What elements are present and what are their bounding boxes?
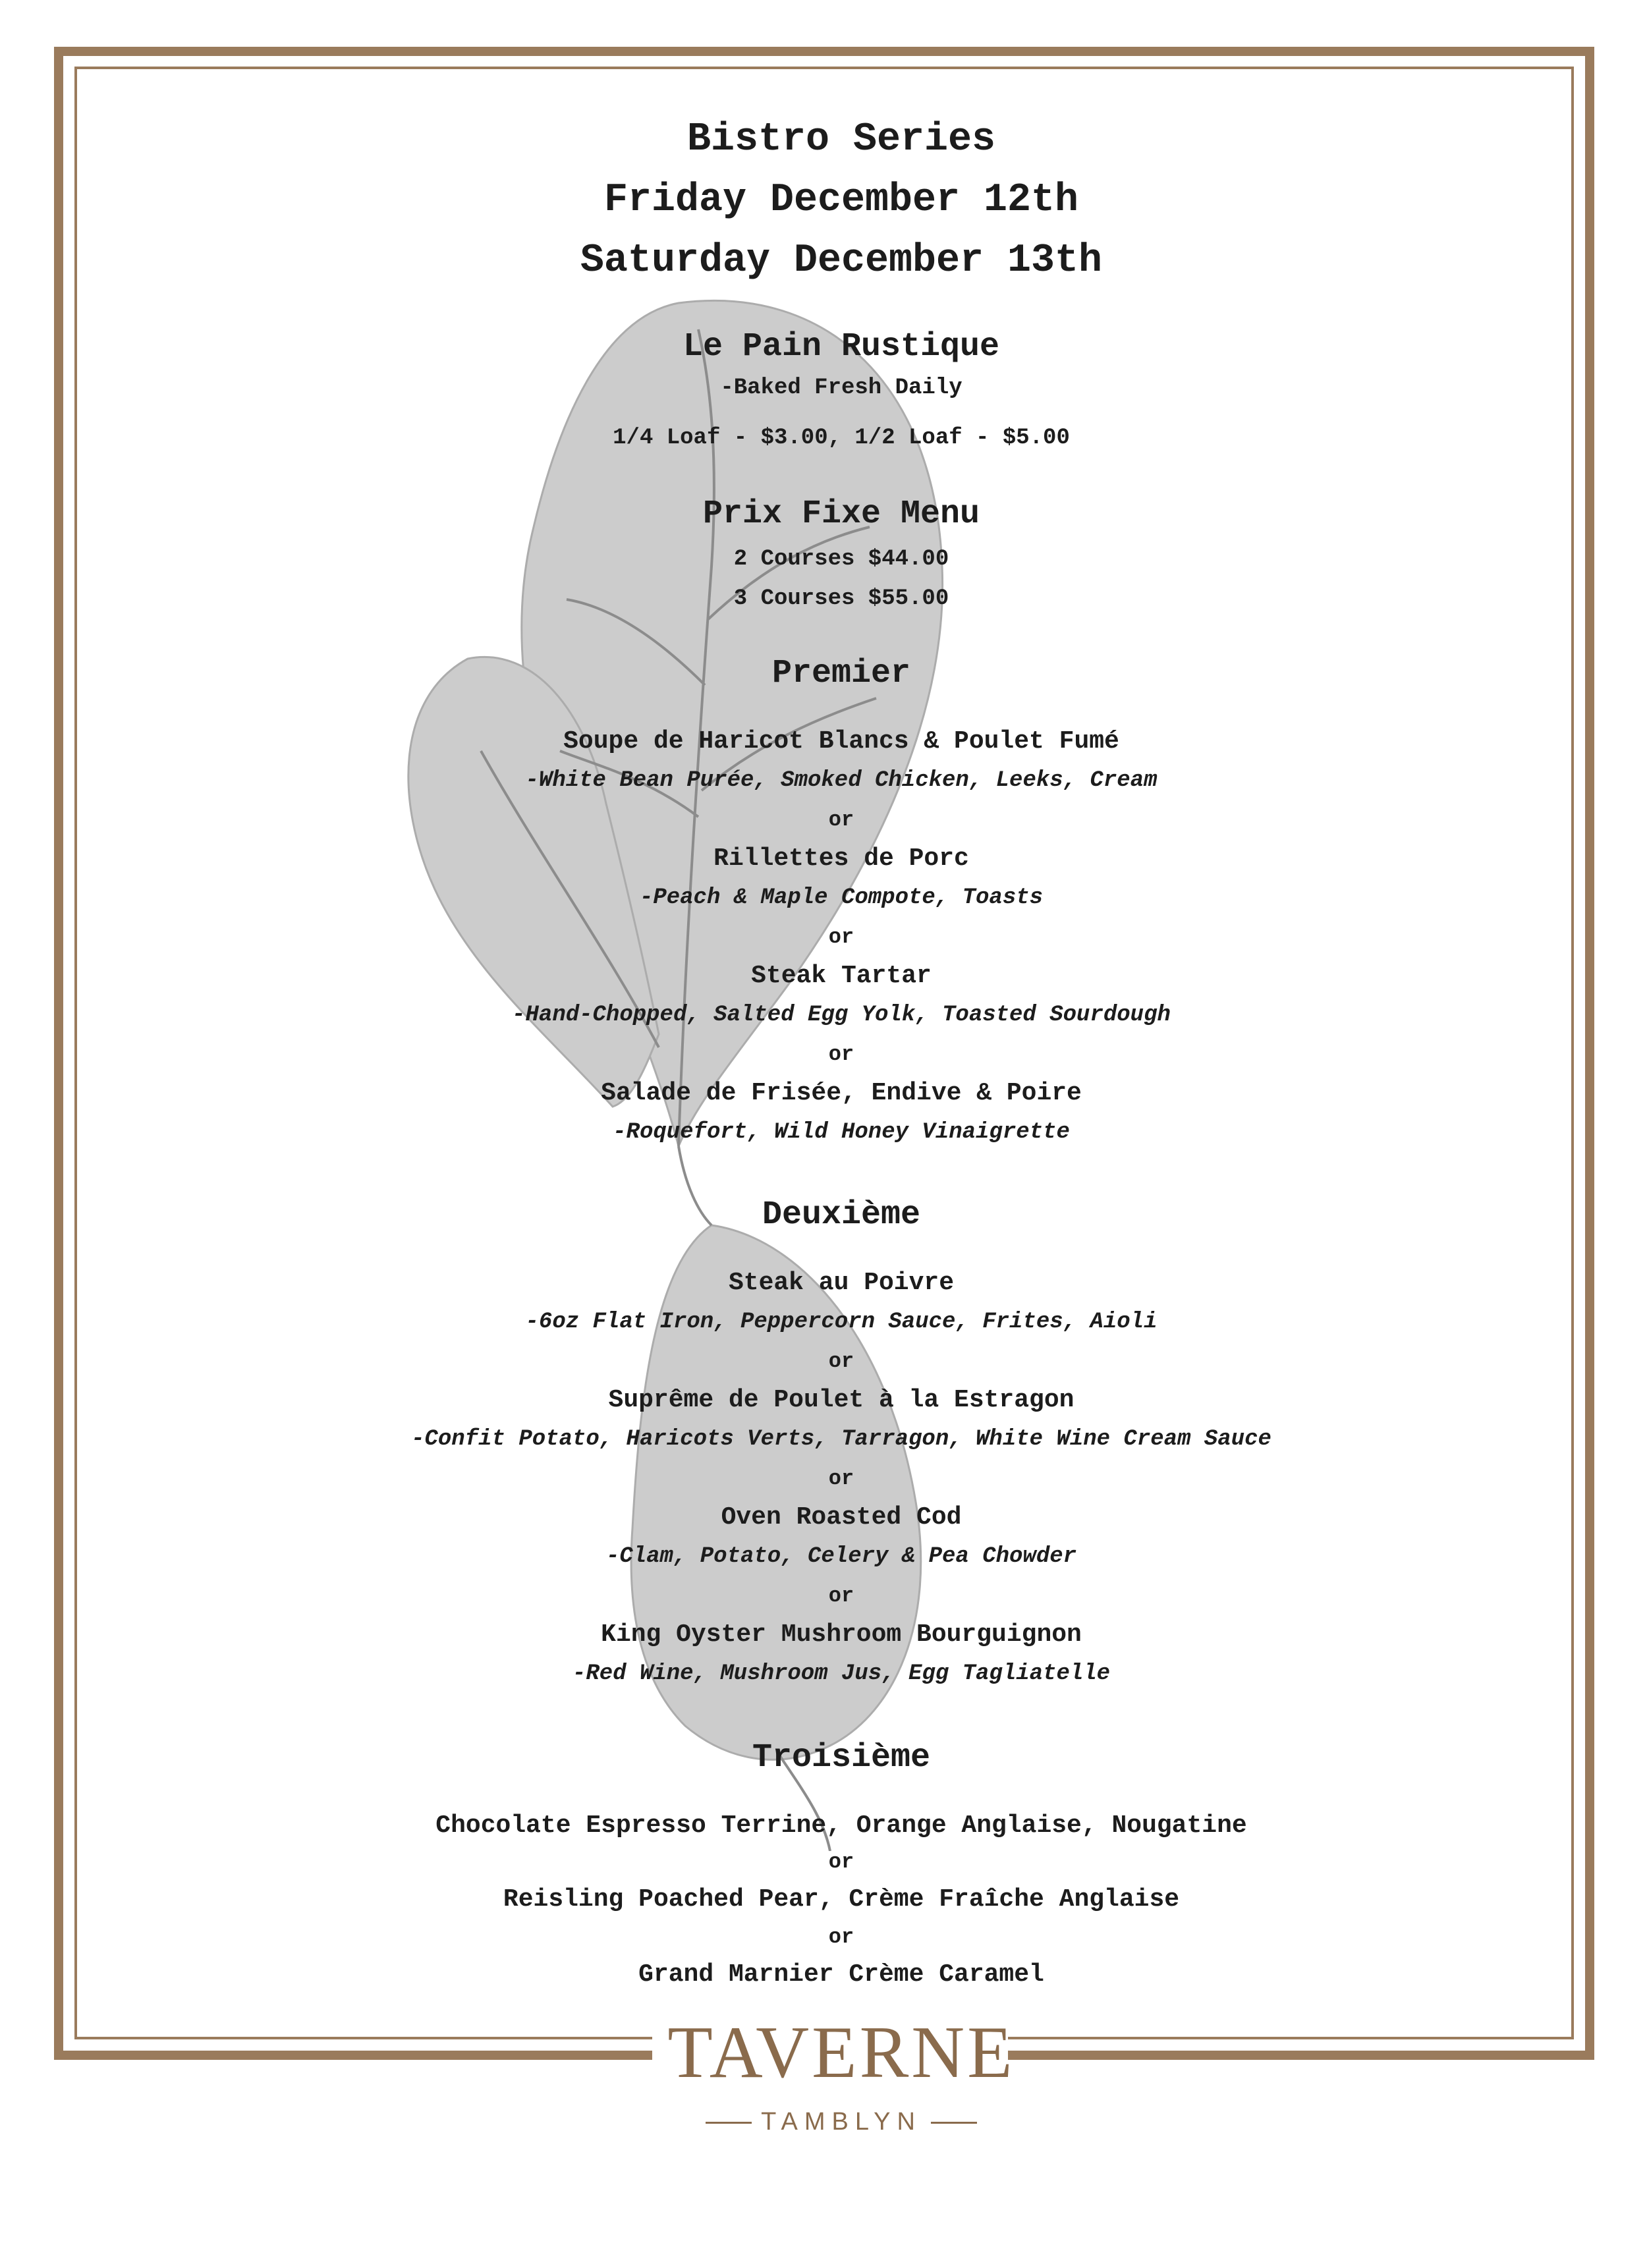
or-separator: or <box>828 1042 854 1066</box>
taverne-logo-subtitle <box>0 2108 1647 2136</box>
bread-note: -Baked Fresh Daily <box>720 375 963 401</box>
prix-fixe-title: Prix Fixe Menu <box>702 495 980 533</box>
premier-item-name: Steak Tartar <box>751 962 932 990</box>
or-separator: or <box>828 925 854 949</box>
or-separator: or <box>828 1925 854 1949</box>
or-separator: or <box>828 1584 854 1608</box>
logo-dash-right <box>931 2122 977 2124</box>
troisieme-item: Chocolate Espresso Terrine, Orange Anglaise, Nougatine <box>435 1812 1247 1840</box>
prix-fixe-three-courses: 3 Courses $55.00 <box>733 586 949 611</box>
deuxieme-item-name: Oven Roasted Cod <box>721 1503 962 1532</box>
bread-title: Le Pain Rustique <box>683 328 1000 366</box>
deuxieme-item-name: Suprême de Poulet à la Estragon <box>608 1386 1075 1414</box>
premier-item-name: Soupe de Haricot Blancs & Poulet Fumé <box>563 727 1119 756</box>
menu-date-1: Friday December 12th <box>603 178 1079 223</box>
or-separator: or <box>828 1850 854 1874</box>
logo-dash-left <box>706 2122 752 2124</box>
deuxieme-item-desc: -Red Wine, Mushroom Jus, Egg Tagliatelle <box>572 1661 1111 1686</box>
menu-title: Bistro Series <box>686 117 996 162</box>
or-separator: or <box>828 808 854 832</box>
or-separator: or <box>828 1349 854 1373</box>
menu-date-2: Saturday December 13th <box>580 238 1103 283</box>
bread-prices: 1/4 Loaf - $3.00, 1/2 Loaf - $5.00 <box>613 426 1070 451</box>
logo-subtitle-text: TAMBLYN <box>761 2108 922 2136</box>
troisieme-title: Troisième <box>752 1739 931 1777</box>
deuxieme-item-name: King Oyster Mushroom Bourguignon <box>601 1620 1082 1649</box>
troisieme-item: Grand Marnier Crème Caramel <box>638 1960 1044 1989</box>
taverne-logo: TAVERNE <box>667 2012 1015 2093</box>
prix-fixe-two-courses: 2 Courses $44.00 <box>733 547 949 572</box>
deuxieme-item-desc: -Clam, Potato, Celery & Pea Chowder <box>605 1544 1077 1569</box>
premier-item-name: Rillettes de Porc <box>713 844 969 873</box>
premier-title: Premier <box>771 655 911 692</box>
premier-item-desc: -Hand-Chopped, Salted Egg Yolk, Toasted Sourdough <box>512 1003 1171 1028</box>
deuxieme-item-desc: -6oz Flat Iron, Peppercorn Sauce, Frites, Aioli <box>525 1310 1158 1335</box>
premier-item-desc: -Roquefort, Wild Honey Vinaigrette <box>613 1120 1070 1145</box>
premier-item-desc: -Peach & Maple Compote, Toasts <box>639 885 1044 910</box>
deuxieme-item-desc: -Confit Potato, Haricots Verts, Tarragon, White Wine Cream Sauce <box>411 1427 1271 1452</box>
premier-item-desc: -White Bean Purée, Smoked Chicken, Leeks, Cream <box>525 768 1158 793</box>
premier-item-name: Salade de Frisée, Endive & Poire <box>601 1079 1082 1107</box>
or-separator: or <box>828 1466 854 1491</box>
deuxieme-item-name: Steak au Poivre <box>728 1269 955 1297</box>
deuxieme-title: Deuxième <box>762 1196 921 1234</box>
troisieme-item: Reisling Poached Pear, Crème Fraîche Anglaise <box>503 1885 1180 1914</box>
